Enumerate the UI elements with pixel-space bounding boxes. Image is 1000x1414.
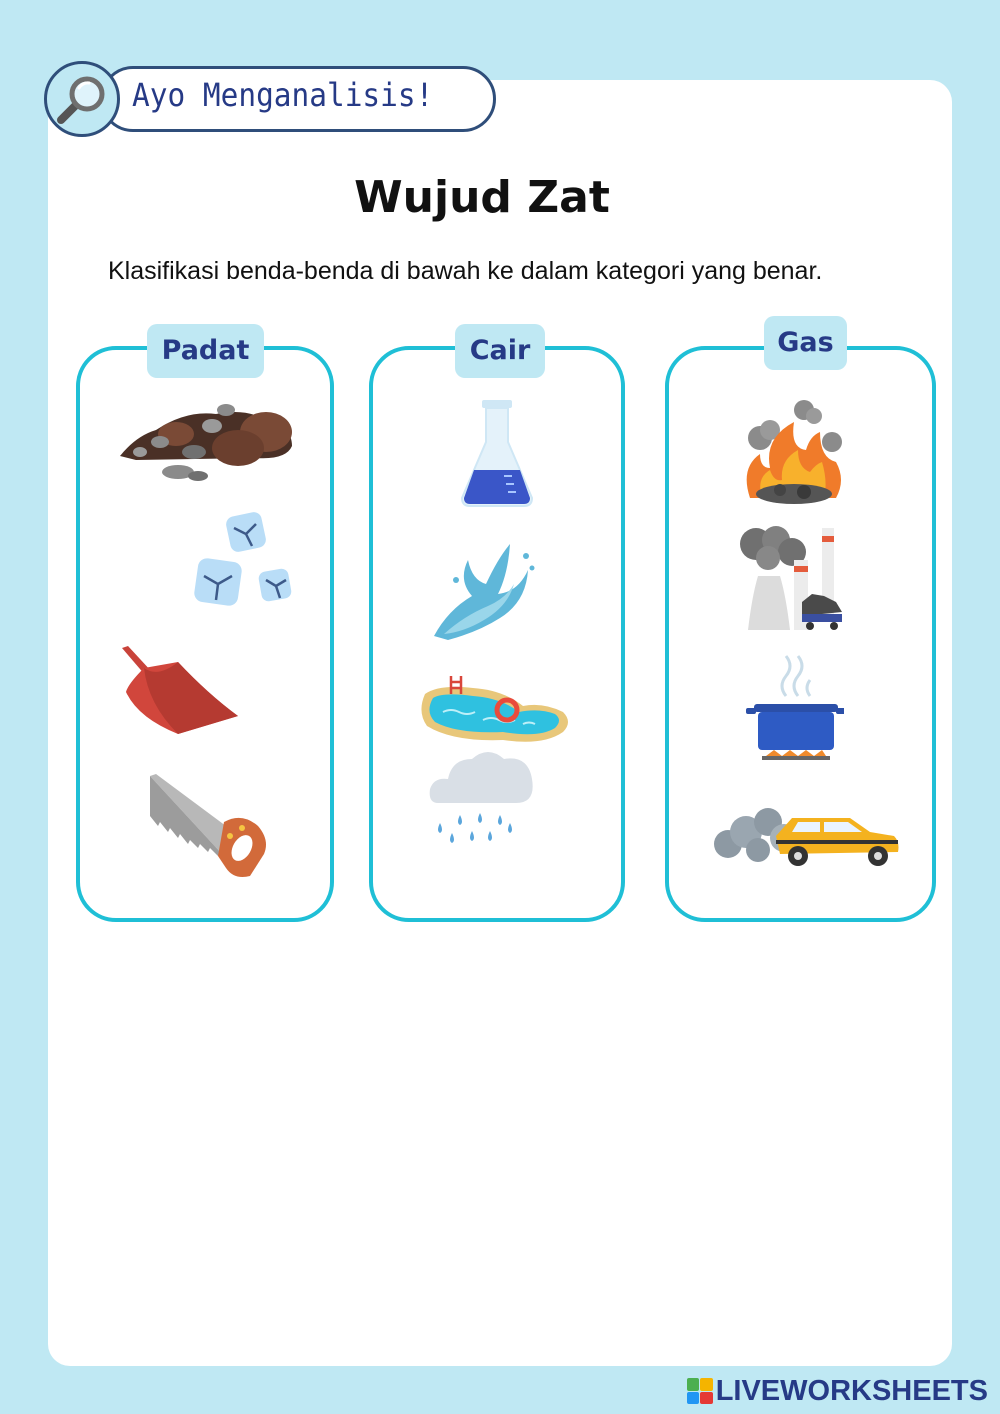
- rain-cloud-icon[interactable]: [428, 745, 536, 849]
- burning-fire-icon[interactable]: [740, 398, 848, 504]
- category-label-gas: Gas: [764, 316, 847, 370]
- logo-squares-icon: [687, 1378, 713, 1404]
- magnifier-badge: [44, 61, 120, 137]
- ice-cubes-icon[interactable]: [194, 512, 296, 608]
- swimming-pool-icon[interactable]: [413, 672, 571, 748]
- car-exhaust-icon[interactable]: [710, 798, 902, 874]
- water-splash-icon[interactable]: [428, 540, 538, 646]
- flask-icon[interactable]: [460, 398, 534, 508]
- boiling-pot-icon[interactable]: [746, 652, 844, 764]
- page-title: Wujud Zat: [354, 172, 610, 223]
- category-label-padat: Padat: [147, 324, 264, 378]
- instruction-text: Klasifikasi benda-benda di bawah ke dalam kategori yang benar.: [108, 257, 823, 285]
- magnifier-icon: [47, 64, 117, 134]
- logo-text: LIVEWORKSHEETS: [715, 1374, 988, 1407]
- rocks-pile-icon[interactable]: [116, 396, 296, 486]
- liveworksheets-logo: [687, 1374, 988, 1408]
- banner-title: Ayo Menganalisis!: [132, 76, 434, 114]
- category-label-cair: Cair: [455, 324, 545, 378]
- hand-saw-icon[interactable]: [146, 772, 272, 882]
- dustpan-icon[interactable]: [118, 644, 242, 738]
- factory-smoke-icon[interactable]: [738, 526, 846, 632]
